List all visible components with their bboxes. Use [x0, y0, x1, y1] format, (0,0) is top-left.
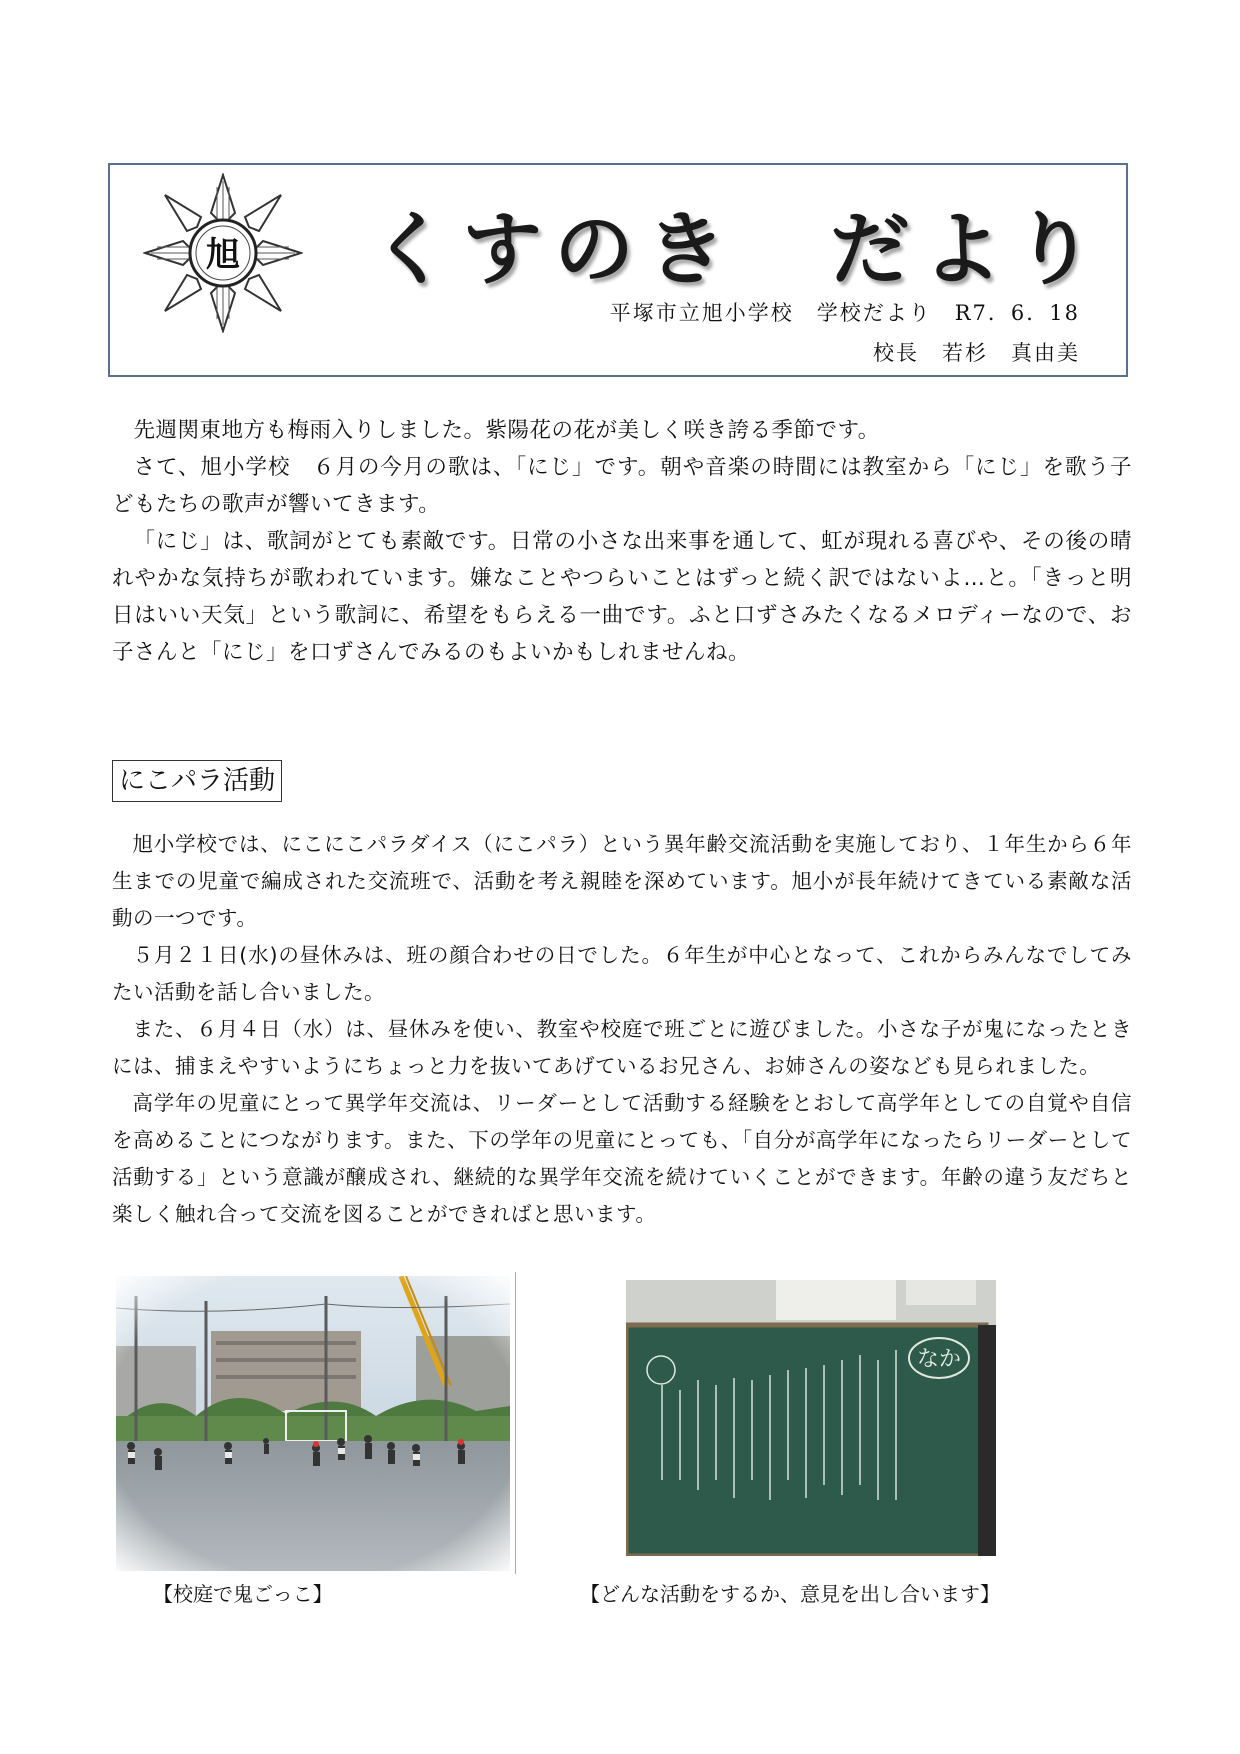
blackboard-photo: [626, 1280, 996, 1556]
section-heading: にこパラ活動: [112, 760, 282, 802]
school-date-line: 平塚市立旭小学校 学校だより R7．6．18: [609, 301, 1080, 325]
paragraph: 「にじ」は、歌詞がとても素敵です。日常の小さな出来事を通して、虹が現れる喜びや、その後の晴れやかな気持ちが歌われています。嫌なことやつらいことはずっと続く訳ではないよ…と。「きっと明日はいい天気」という歌詞に、希望をもらえる一曲です。ふと口ずさみたくなるメロディーなので、お子さんと「にじ」を口ずさんでみるのもよいかもしれませんね。: [112, 529, 1132, 665]
masthead: [108, 163, 1128, 377]
paragraph: 高学年の児童にとって異学年交流は、リーダーとして活動する経験をとおして高学年としての自覚や自信を高めることにつながります。また、下の学年の児童にとっても、「自分が高学年になったらリーダーとして活動する」という意識が醸成され、継続的な異学年交流を続けていくことができます。年齢の違う友だちと楽しく触れ合って交流を図ることができればと思います。: [112, 1091, 1132, 1226]
divider: [515, 1272, 516, 1574]
board-heading: なか: [916, 1347, 962, 1372]
crest-character: 旭: [206, 235, 240, 275]
photo-caption: 【校庭で鬼ごっこ】: [153, 1582, 333, 1606]
newsletter-title: くすのき だより: [370, 203, 1106, 296]
intro-text: [112, 412, 1132, 671]
paragraph: また、６月４日（水）は、昼休みを使い、教室や校庭で班ごとに遊びました。小さな子が鬼になったときには、捕まえやすいようにちょっと力を抜いてあげているお兄さん、お姉さんの姿なども見られました。: [112, 1017, 1132, 1078]
paragraph: さて、旭小学校 ６月の今月の歌は、「にじ」です。朝や音楽の時間には教室から「にじ」を歌う子どもたちの歌声が響いてきます。: [112, 455, 1132, 517]
principal-name: 校長 若杉 真由美: [873, 341, 1080, 365]
paragraph: 先週関東地方も梅雨入りしました。紫陽花の花が美しく咲き誇る季節です。: [133, 418, 880, 443]
schoolyard-photo: [116, 1276, 510, 1571]
paragraph: ５月２１日(水)の昼休みは、班の顔合わせの日でした。６年生が中心となって、これからみんなでしてみたい活動を話し合いました。: [112, 943, 1132, 1004]
section-body: [112, 826, 1132, 1233]
paragraph: 旭小学校では、にこにこパラダイス（にこパラ）という異年齢交流活動を実施しており、１年生から６年生までの児童で編成された交流班で、活動を考え親睦を深めています。旭小が長年続けてきている素敵な活動の一つです。: [112, 832, 1132, 930]
school-crest-icon: [143, 173, 303, 333]
photo-caption: 【どんな活動をするか、意見を出し合います】: [580, 1582, 1000, 1606]
